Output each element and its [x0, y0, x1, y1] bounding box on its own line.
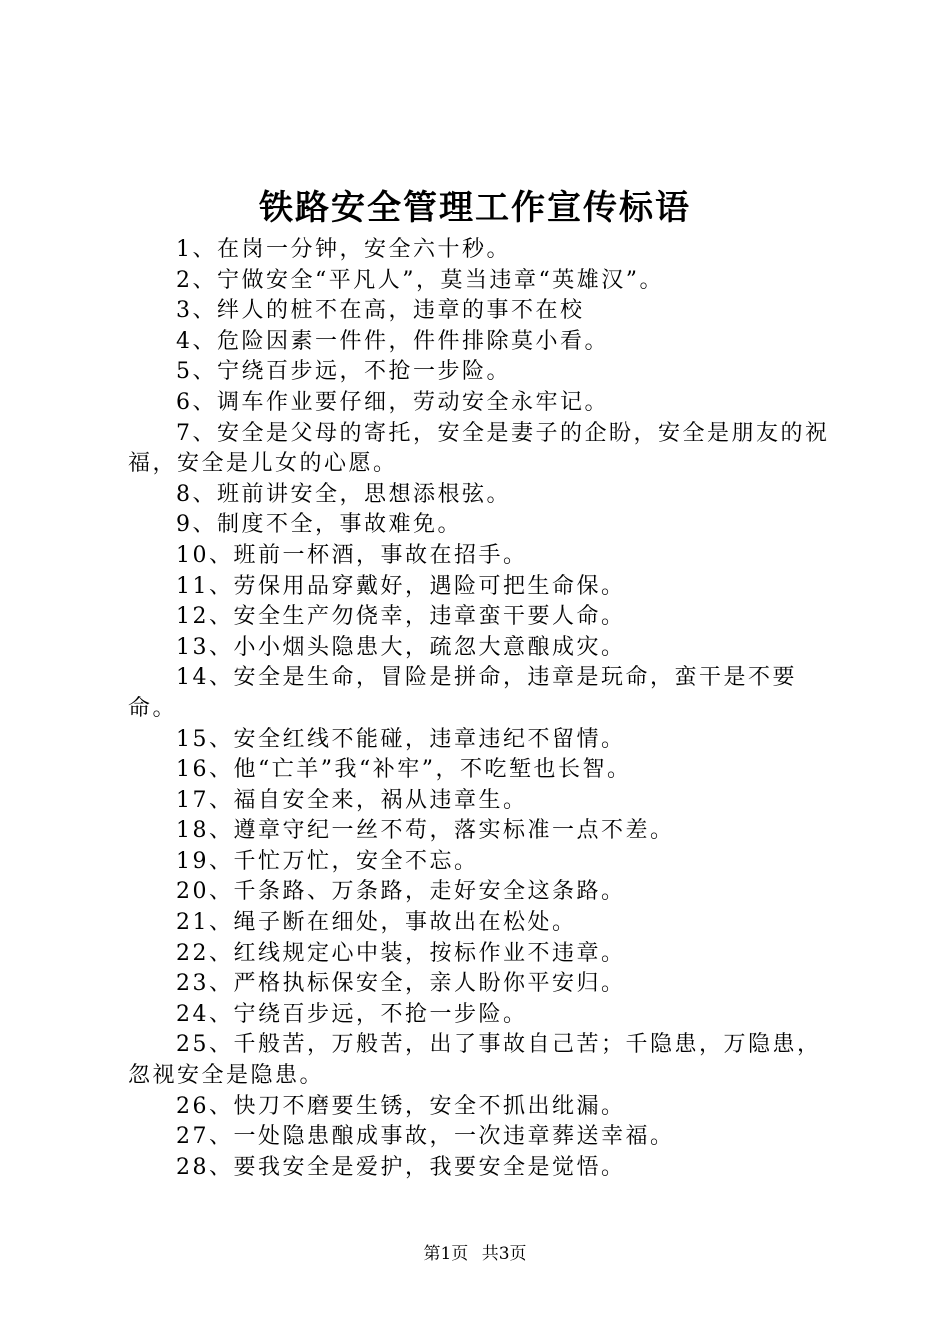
- slogan-item: 23、严格执标保安全，亲人盼你平安归。: [176, 971, 626, 997]
- document-title: 铁路安全管理工作宣传标语: [259, 188, 691, 228]
- slogan-item: 1、在岗一分钟，安全六十秒。: [176, 237, 511, 262]
- slogan-item: 15、安全红线不能碰，违章违纪不留情。: [176, 726, 626, 752]
- slogan-item: 22、红线规定心中装，按标作业不违章。: [176, 940, 626, 966]
- slogan-item: 14、安全是生命，冒险是拼命，违章是玩命，蛮干是不要命。: [128, 665, 797, 721]
- slogan-item: 19、千忙万忙，安全不忘。: [176, 848, 479, 874]
- slogan-item: 28、要我安全是爱护，我要安全是觉悟。: [176, 1154, 626, 1180]
- slogan-list: [128, 235, 834, 1183]
- slogan-item: 27、一处隐患酿成事故，一次违章葬送幸福。: [176, 1124, 675, 1150]
- slogan-item: 20、千条路、万条路，走好安全这条路。: [176, 879, 626, 905]
- slogan-item: 2、宁做安全“平凡人”，莫当违章“英雄汉”。: [176, 267, 664, 293]
- slogan-item: 13、小小烟头隐患大，疏忽大意酿成灾。: [176, 634, 626, 660]
- slogan-item: 4、危险因素一件件，件件排除莫小看。: [176, 328, 609, 354]
- slogan-item: 25、千般苦，万般苦，出了事故自己苦；千隐患，万隐患，忽视安全是隐患。: [128, 1032, 822, 1089]
- slogan-item: 17、福自安全来，祸从违章生。: [176, 787, 528, 813]
- slogan-item: 12、安全生产勿侥幸，违章蛮干要人命。: [176, 604, 626, 630]
- slogan-item: 16、他“亡羊”我“补牢”，不吃堑也长智。: [176, 757, 632, 783]
- slogan-item: 11、劳保用品穿戴好，遇险可把生命保。: [176, 573, 626, 599]
- page-number: 第1页: [423, 1244, 469, 1264]
- slogan-item: 18、遵章守纪一丝不苟，落实标准一点不差。: [176, 818, 675, 844]
- slogan-item: 6、调车作业要仔细，劳动安全永牢记。: [176, 389, 609, 415]
- slogan-item: 26、快刀不磨要生锈，安全不抓出纰漏。: [176, 1093, 626, 1119]
- slogan-item: 8、班前讲安全，思想添根弦。: [176, 481, 511, 507]
- slogan-item: 5、宁绕百步远，不抢一步险。: [176, 359, 511, 385]
- slogan-item: 3、绊人的桩不在高，违章的事不在校: [176, 298, 585, 324]
- slogan-item: 7、安全是父母的寄托，安全是妻子的企盼，安全是朋友的祝福，安全是儿女的心愿。: [128, 420, 830, 477]
- page-total: 共3页: [481, 1244, 527, 1264]
- slogan-item: 24、宁绕百步远，不抢一步险。: [176, 1001, 528, 1027]
- page-footer: [0, 1242, 950, 1266]
- slogan-item: 21、绳子断在细处，事故出在松处。: [176, 910, 577, 936]
- slogan-item: 9、制度不全，事故难免。: [176, 512, 462, 538]
- slogan-item: 10、班前一杯酒，事故在招手。: [176, 542, 528, 568]
